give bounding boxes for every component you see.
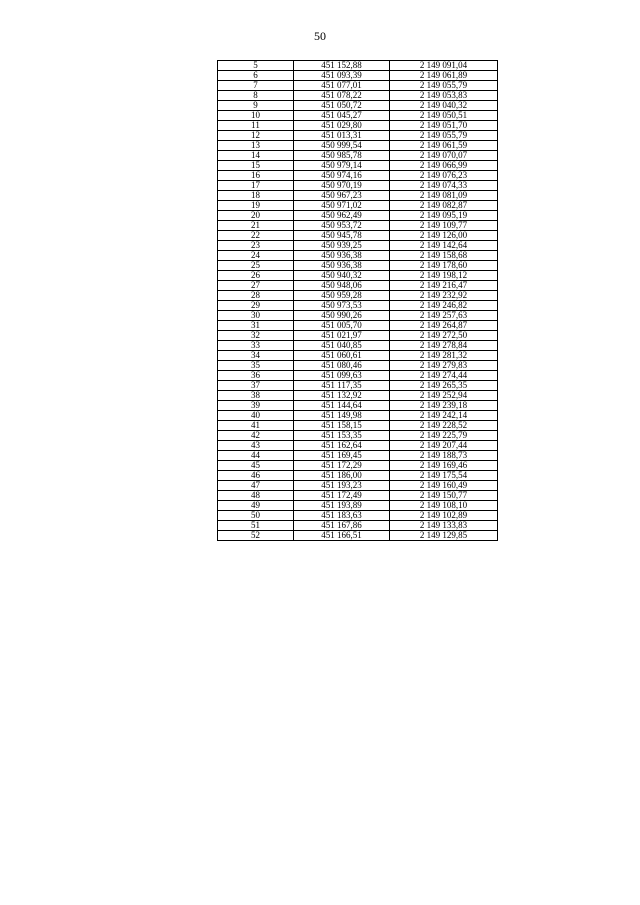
x-coordinate-cell: 451 193,23 [294, 481, 390, 491]
x-coordinate-cell: 451 167,86 [294, 521, 390, 531]
x-coordinate-cell: 451 193,89 [294, 501, 390, 511]
y-coordinate-cell: 2 149 225,79 [390, 431, 498, 441]
x-coordinate-cell: 451 005,70 [294, 321, 390, 331]
table-row [218, 311, 498, 321]
table-row [218, 121, 498, 131]
x-coordinate-cell: 451 013,31 [294, 131, 390, 141]
point-number-cell: 31 [218, 321, 294, 331]
point-number-cell: 51 [218, 521, 294, 531]
y-coordinate-cell: 2 149 272,50 [390, 331, 498, 341]
y-coordinate-cell: 2 149 082,87 [390, 201, 498, 211]
y-coordinate-cell: 2 149 188,73 [390, 451, 498, 461]
y-coordinate-cell: 2 149 274,44 [390, 371, 498, 381]
table-row [218, 71, 498, 81]
y-coordinate-cell: 2 149 239,18 [390, 401, 498, 411]
table-row [218, 81, 498, 91]
x-coordinate-cell: 451 144,64 [294, 401, 390, 411]
x-coordinate-cell: 451 117,35 [294, 381, 390, 391]
x-coordinate-cell: 451 183,63 [294, 511, 390, 521]
x-coordinate-cell: 451 099,63 [294, 371, 390, 381]
point-number-cell: 33 [218, 341, 294, 351]
y-coordinate-cell: 2 149 160,49 [390, 481, 498, 491]
y-coordinate-cell: 2 149 109,77 [390, 221, 498, 231]
y-coordinate-cell: 2 149 102,89 [390, 511, 498, 521]
table-row [218, 391, 498, 401]
y-coordinate-cell: 2 149 076,23 [390, 171, 498, 181]
page-number: 50 [314, 29, 326, 43]
point-number-cell: 26 [218, 271, 294, 281]
table-row [218, 221, 498, 231]
point-number-cell: 28 [218, 291, 294, 301]
table-row [218, 91, 498, 101]
point-number-cell: 14 [218, 151, 294, 161]
point-number-cell: 52 [218, 531, 294, 541]
x-coordinate-cell: 451 166,51 [294, 531, 390, 541]
x-coordinate-cell: 450 959,28 [294, 291, 390, 301]
table-row [218, 411, 498, 421]
x-coordinate-cell: 451 149,98 [294, 411, 390, 421]
point-number-cell: 35 [218, 361, 294, 371]
x-coordinate-cell: 451 132,92 [294, 391, 390, 401]
y-coordinate-cell: 2 149 129,85 [390, 531, 498, 541]
point-number-cell: 49 [218, 501, 294, 511]
point-number-cell: 32 [218, 331, 294, 341]
y-coordinate-cell: 2 149 228,52 [390, 421, 498, 431]
point-number-cell: 46 [218, 471, 294, 481]
point-number-cell: 48 [218, 491, 294, 501]
point-number-cell: 36 [218, 371, 294, 381]
point-number-cell: 34 [218, 351, 294, 361]
y-coordinate-cell: 2 149 257,63 [390, 311, 498, 321]
point-number-cell: 50 [218, 511, 294, 521]
y-coordinate-cell: 2 149 066,99 [390, 161, 498, 171]
y-coordinate-cell: 2 149 150,77 [390, 491, 498, 501]
point-number-cell: 38 [218, 391, 294, 401]
point-number-cell: 30 [218, 311, 294, 321]
table-row [218, 341, 498, 351]
y-coordinate-cell: 2 149 158,68 [390, 251, 498, 261]
point-number-cell: 17 [218, 181, 294, 191]
y-coordinate-cell: 2 149 278,84 [390, 341, 498, 351]
x-coordinate-cell: 450 974,16 [294, 171, 390, 181]
y-coordinate-cell: 2 149 279,83 [390, 361, 498, 371]
y-coordinate-cell: 2 149 264,87 [390, 321, 498, 331]
x-coordinate-cell: 450 973,53 [294, 301, 390, 311]
x-coordinate-cell: 450 948,06 [294, 281, 390, 291]
table-row [218, 321, 498, 331]
point-number-cell: 29 [218, 301, 294, 311]
y-coordinate-cell: 2 149 265,35 [390, 381, 498, 391]
table-row [218, 131, 498, 141]
y-coordinate-cell: 2 149 055,79 [390, 81, 498, 91]
point-number-cell: 9 [218, 101, 294, 111]
table-row [218, 261, 498, 271]
y-coordinate-cell: 2 149 074,33 [390, 181, 498, 191]
x-coordinate-cell: 451 169,45 [294, 451, 390, 461]
x-coordinate-cell: 450 970,19 [294, 181, 390, 191]
y-coordinate-cell: 2 149 216,47 [390, 281, 498, 291]
point-number-cell: 47 [218, 481, 294, 491]
table-row [218, 281, 498, 291]
point-number-cell: 42 [218, 431, 294, 441]
table-row [218, 521, 498, 531]
table-row [218, 441, 498, 451]
point-number-cell: 27 [218, 281, 294, 291]
x-coordinate-cell: 451 029,80 [294, 121, 390, 131]
table-row [218, 431, 498, 441]
point-number-cell: 12 [218, 131, 294, 141]
x-coordinate-cell: 451 162,64 [294, 441, 390, 451]
table-row [218, 181, 498, 191]
table-row [218, 301, 498, 311]
x-coordinate-cell: 451 080,46 [294, 361, 390, 371]
y-coordinate-cell: 2 149 133,83 [390, 521, 498, 531]
point-number-cell: 22 [218, 231, 294, 241]
point-number-cell: 15 [218, 161, 294, 171]
table-row [218, 361, 498, 371]
x-coordinate-cell: 450 985,78 [294, 151, 390, 161]
coordinates-table [217, 60, 498, 541]
table-row [218, 471, 498, 481]
x-coordinate-cell: 451 186,00 [294, 471, 390, 481]
y-coordinate-cell: 2 149 198,12 [390, 271, 498, 281]
x-coordinate-cell: 450 936,38 [294, 251, 390, 261]
y-coordinate-cell: 2 149 051,70 [390, 121, 498, 131]
x-coordinate-cell: 450 990,26 [294, 311, 390, 321]
table-row [218, 461, 498, 471]
x-coordinate-cell: 451 172,49 [294, 491, 390, 501]
table-row [218, 141, 498, 151]
x-coordinate-cell: 450 979,14 [294, 161, 390, 171]
point-number-cell: 24 [218, 251, 294, 261]
table-row [218, 61, 498, 71]
y-coordinate-cell: 2 149 207,44 [390, 441, 498, 451]
x-coordinate-cell: 451 153,35 [294, 431, 390, 441]
y-coordinate-cell: 2 149 070,07 [390, 151, 498, 161]
x-coordinate-cell: 451 040,85 [294, 341, 390, 351]
x-coordinate-cell: 450 936,38 [294, 261, 390, 271]
point-number-cell: 37 [218, 381, 294, 391]
point-number-cell: 44 [218, 451, 294, 461]
y-coordinate-cell: 2 149 055,79 [390, 131, 498, 141]
y-coordinate-cell: 2 149 081,09 [390, 191, 498, 201]
x-coordinate-cell: 451 021,97 [294, 331, 390, 341]
point-number-cell: 23 [218, 241, 294, 251]
x-coordinate-cell: 451 158,15 [294, 421, 390, 431]
y-coordinate-cell: 2 149 232,92 [390, 291, 498, 301]
table-row [218, 161, 498, 171]
point-number-cell: 7 [218, 81, 294, 91]
table-row [218, 451, 498, 461]
table-row [218, 381, 498, 391]
x-coordinate-cell: 451 060,61 [294, 351, 390, 361]
table-row [218, 481, 498, 491]
y-coordinate-cell: 2 149 178,60 [390, 261, 498, 271]
y-coordinate-cell: 2 149 246,82 [390, 301, 498, 311]
point-number-cell: 45 [218, 461, 294, 471]
point-number-cell: 19 [218, 201, 294, 211]
y-coordinate-cell: 2 149 095,19 [390, 211, 498, 221]
table-row [218, 241, 498, 251]
y-coordinate-cell: 2 149 175,54 [390, 471, 498, 481]
table-row [218, 201, 498, 211]
y-coordinate-cell: 2 149 242,14 [390, 411, 498, 421]
table-row [218, 291, 498, 301]
table-row [218, 101, 498, 111]
x-coordinate-cell: 450 971,02 [294, 201, 390, 211]
point-number-cell: 20 [218, 211, 294, 221]
point-number-cell: 21 [218, 221, 294, 231]
x-coordinate-cell: 451 078,22 [294, 91, 390, 101]
point-number-cell: 41 [218, 421, 294, 431]
y-coordinate-cell: 2 149 091,04 [390, 61, 498, 71]
table-row [218, 151, 498, 161]
y-coordinate-cell: 2 149 108,10 [390, 501, 498, 511]
x-coordinate-cell: 450 939,25 [294, 241, 390, 251]
point-number-cell: 18 [218, 191, 294, 201]
table-row [218, 491, 498, 501]
x-coordinate-cell: 451 172,29 [294, 461, 390, 471]
x-coordinate-cell: 450 953,72 [294, 221, 390, 231]
x-coordinate-cell: 450 945,78 [294, 231, 390, 241]
y-coordinate-cell: 2 149 142,64 [390, 241, 498, 251]
y-coordinate-cell: 2 149 126,00 [390, 231, 498, 241]
table-row [218, 401, 498, 411]
y-coordinate-cell: 2 149 050,51 [390, 111, 498, 121]
table-row [218, 231, 498, 241]
y-coordinate-cell: 2 149 061,89 [390, 71, 498, 81]
coordinates-table-body [218, 61, 498, 541]
table-row [218, 351, 498, 361]
x-coordinate-cell: 450 962,49 [294, 211, 390, 221]
y-coordinate-cell: 2 149 252,94 [390, 391, 498, 401]
point-number-cell: 25 [218, 261, 294, 271]
x-coordinate-cell: 451 045,27 [294, 111, 390, 121]
x-coordinate-cell: 451 077,01 [294, 81, 390, 91]
x-coordinate-cell: 451 093,39 [294, 71, 390, 81]
x-coordinate-cell: 451 152,88 [294, 61, 390, 71]
table-row [218, 331, 498, 341]
point-number-cell: 8 [218, 91, 294, 101]
x-coordinate-cell: 451 050,72 [294, 101, 390, 111]
y-coordinate-cell: 2 149 040,32 [390, 101, 498, 111]
x-coordinate-cell: 450 967,23 [294, 191, 390, 201]
y-coordinate-cell: 2 149 053,83 [390, 91, 498, 101]
point-number-cell: 13 [218, 141, 294, 151]
point-number-cell: 5 [218, 61, 294, 71]
point-number-cell: 40 [218, 411, 294, 421]
y-coordinate-cell: 2 149 061,59 [390, 141, 498, 151]
y-coordinate-cell: 2 149 281,32 [390, 351, 498, 361]
x-coordinate-cell: 450 940,32 [294, 271, 390, 281]
point-number-cell: 6 [218, 71, 294, 81]
table-row [218, 501, 498, 511]
point-number-cell: 43 [218, 441, 294, 451]
point-number-cell: 39 [218, 401, 294, 411]
table-row [218, 251, 498, 261]
table-row [218, 371, 498, 381]
table-row [218, 111, 498, 121]
table-row [218, 191, 498, 201]
table-row [218, 421, 498, 431]
table-row [218, 211, 498, 221]
table-row [218, 511, 498, 521]
y-coordinate-cell: 2 149 169,46 [390, 461, 498, 471]
table-row [218, 271, 498, 281]
point-number-cell: 10 [218, 111, 294, 121]
point-number-cell: 11 [218, 121, 294, 131]
table-row [218, 171, 498, 181]
table-row [218, 531, 498, 541]
point-number-cell: 16 [218, 171, 294, 181]
x-coordinate-cell: 450 999,54 [294, 141, 390, 151]
